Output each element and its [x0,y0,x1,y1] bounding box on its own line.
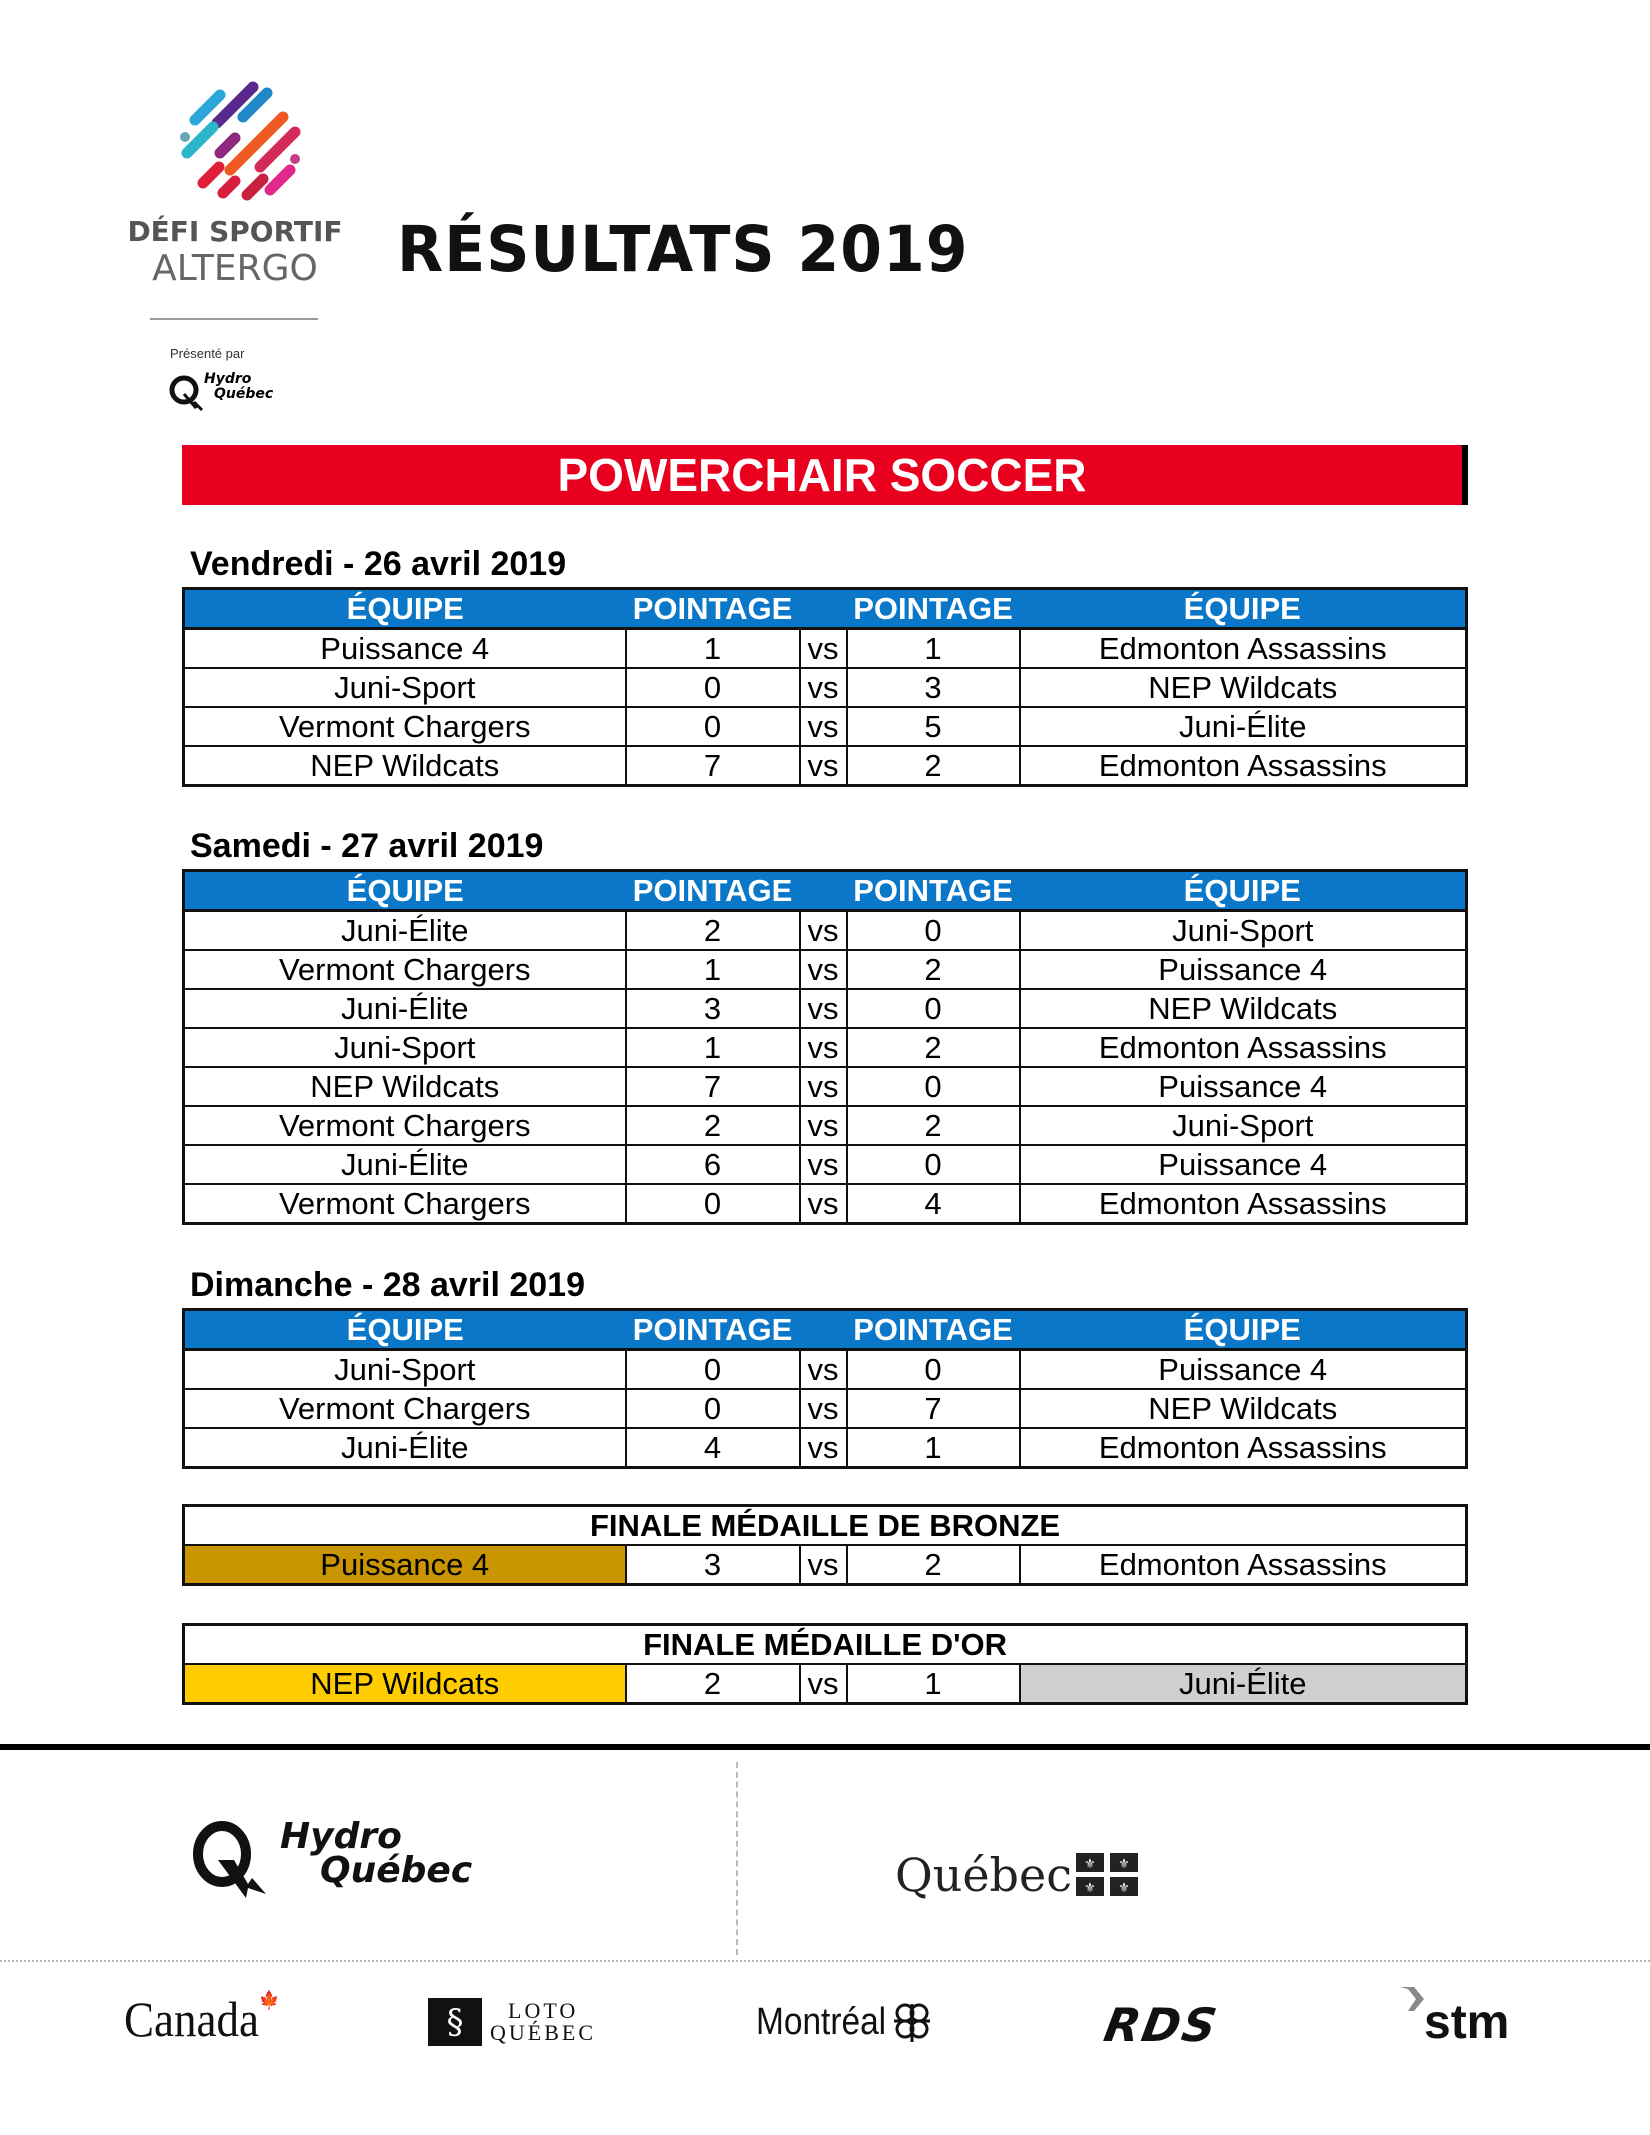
team2-cell: Juni-Sport [1020,911,1467,951]
team2-cell: Edmonton Assassins [1020,746,1467,786]
results-table-sunday [182,1308,1468,1469]
score1-cell: 0 [626,1184,800,1224]
final-match-row [184,1664,1467,1704]
team2-cell: Juni-Sport [1020,1106,1467,1145]
svg-text:⚜: ⚜ [1118,1880,1130,1895]
logo-divider [150,318,318,320]
hydro-quebec-small-logo [168,370,298,415]
final-title: FINALE MÉDAILLE DE BRONZE [184,1506,1467,1546]
defi-sportif-logo-icon [165,75,305,205]
match-row [184,1389,1467,1428]
partner-canada [124,1990,279,2048]
loto-quebec-icon: § [428,1998,482,2046]
canada-label: Canada [124,1991,259,2047]
footer-horizontal-divider [0,1960,1650,1962]
svg-text:⚜: ⚜ [1118,1856,1130,1871]
col-header-team2: ÉQUIPE [1020,589,1467,629]
match-row [184,989,1467,1028]
team2-cell: NEP Wildcats [1020,668,1467,707]
quebec-label: Québec [895,1848,1072,1902]
team1-cell: Vermont Chargers [184,1106,626,1145]
score2-cell: 0 [847,1067,1020,1106]
score2-cell: 0 [847,1350,1020,1390]
team2-cell: Edmonton Assassins [1020,1184,1467,1224]
table-header-row [184,589,1467,629]
table-header-row [184,1310,1467,1350]
score2-cell: 2 [847,1106,1020,1145]
match-row [184,1350,1467,1390]
team2-cell: NEP Wildcats [1020,1389,1467,1428]
col-header-score1: POINTAGE [626,1310,800,1350]
team2-cell: Puissance 4 [1020,1067,1467,1106]
final-match-row [184,1545,1467,1585]
score1-cell: 7 [626,1067,800,1106]
loto-line1: LOTO [508,1998,579,2023]
vs-cell: vs [800,1028,847,1067]
presenter-line2: Québec [214,386,274,402]
logo-title-line1: DÉFI SPORTIF [127,215,343,248]
col-header-vs-spacer [800,871,847,911]
team2-cell: NEP Wildcats [1020,989,1467,1028]
match-row [184,746,1467,786]
score2-cell: 5 [847,707,1020,746]
day-heading-friday: Vendredi - 26 avril 2019 [190,545,567,583]
score1-cell: 0 [626,707,800,746]
final-team1-cell: Puissance 4 [184,1545,626,1585]
team1-cell: Juni-Sport [184,1350,626,1390]
hydro-quebec-q-icon [190,1818,270,1902]
team2-cell: Edmonton Assassins [1020,1028,1467,1067]
score1-cell: 4 [626,1428,800,1468]
score2-cell: 0 [847,989,1020,1028]
final-title-row [184,1625,1467,1665]
team2-cell: Edmonton Assassins [1020,629,1467,669]
match-row [184,1106,1467,1145]
final-score1-cell: 3 [626,1545,800,1585]
day-heading-sunday: Dimanche - 28 avril 2019 [190,1266,586,1304]
vs-cell: vs [800,629,847,669]
team1-cell: NEP Wildcats [184,746,626,786]
team1-cell: Juni-Sport [184,1028,626,1067]
team1-cell: Juni-Élite [184,989,626,1028]
vs-cell: vs [800,1428,847,1468]
svg-text:⚜: ⚜ [1084,1856,1096,1871]
vs-cell: vs [800,911,847,951]
vs-cell: vs [800,1664,847,1704]
col-header-score2: POINTAGE [847,871,1020,911]
vs-cell: vs [800,1067,847,1106]
score1-cell: 2 [626,1106,800,1145]
score1-cell: 1 [626,950,800,989]
team1-cell: Juni-Élite [184,911,626,951]
match-row [184,911,1467,951]
montreal-rosette-icon [890,2000,934,2044]
page-title: RÉSULTATS 2019 [397,213,969,287]
col-header-team1: ÉQUIPE [184,589,626,629]
col-header-score2: POINTAGE [847,589,1020,629]
sponsor-quebec [895,1845,1140,1905]
score1-cell: 6 [626,1145,800,1184]
presenter-line1: Hydro [204,371,252,387]
team1-cell: Vermont Chargers [184,707,626,746]
col-header-team1: ÉQUIPE [184,871,626,911]
col-header-score2: POINTAGE [847,1310,1020,1350]
score1-cell: 0 [626,668,800,707]
vs-cell: vs [800,989,847,1028]
team1-cell: Vermont Chargers [184,1389,626,1428]
score2-cell: 2 [847,746,1020,786]
team1-cell: NEP Wildcats [184,1067,626,1106]
score1-cell: 0 [626,1389,800,1428]
score2-cell: 1 [847,629,1020,669]
col-header-team1: ÉQUIPE [184,1310,626,1350]
team1-cell: Juni-Sport [184,668,626,707]
hydro-quebec-q-icon [168,372,206,414]
score2-cell: 0 [847,911,1020,951]
results-table-saturday [182,869,1468,1225]
gold-final-table [182,1623,1468,1705]
score1-cell: 3 [626,989,800,1028]
match-row [184,1145,1467,1184]
score2-cell: 4 [847,1184,1020,1224]
col-header-vs-spacer [800,589,847,629]
final-score2-cell: 1 [847,1664,1020,1704]
quebec-flag-icon [1076,1853,1140,1897]
match-row [184,1028,1467,1067]
team2-cell: Edmonton Assassins [1020,1428,1467,1468]
vs-cell: vs [800,746,847,786]
results-table-friday [182,587,1468,787]
montreal-label: Montréal [756,2000,887,2043]
team2-cell: Puissance 4 [1020,1145,1467,1184]
score1-cell: 0 [626,1350,800,1390]
final-title: FINALE MÉDAILLE D'OR [184,1625,1467,1665]
final-team2-cell: Juni-Élite [1020,1664,1467,1704]
team1-cell: Puissance 4 [184,629,626,669]
vs-cell: vs [800,668,847,707]
partner-montreal [756,2000,934,2044]
day-heading-saturday: Samedi - 27 avril 2019 [190,827,544,865]
bronze-final-table [182,1504,1468,1586]
score2-cell: 7 [847,1389,1020,1428]
team2-cell: Puissance 4 [1020,1350,1467,1390]
match-row [184,668,1467,707]
hydro-quebec-line1: Hydro [280,1816,402,1857]
svg-text:⚜: ⚜ [1084,1880,1096,1895]
score2-cell: 3 [847,668,1020,707]
col-header-team2: ÉQUIPE [1020,871,1467,911]
team2-cell: Puissance 4 [1020,950,1467,989]
vs-cell: vs [800,707,847,746]
score2-cell: 2 [847,1028,1020,1067]
vs-cell: vs [800,1145,847,1184]
score1-cell: 2 [626,911,800,951]
match-row [184,707,1467,746]
score2-cell: 0 [847,1145,1020,1184]
match-row [184,1184,1467,1224]
sport-banner [182,445,1468,505]
vs-cell: vs [800,950,847,989]
match-row [184,629,1467,669]
canada-flag-icon: 🍁 [258,1990,280,2010]
team1-cell: Vermont Chargers [184,1184,626,1224]
final-team2-cell: Edmonton Assassins [1020,1545,1467,1585]
team1-cell: Juni-Élite [184,1145,626,1184]
score2-cell: 2 [847,950,1020,989]
vs-cell: vs [800,1184,847,1224]
score1-cell: 1 [626,1028,800,1067]
col-header-score1: POINTAGE [626,871,800,911]
hydro-quebec-line2: Québec [320,1850,473,1891]
match-row [184,950,1467,989]
vs-cell: vs [800,1106,847,1145]
partner-loto-quebec [428,1998,596,2046]
sponsor-hydro-quebec [190,1818,490,1898]
score1-cell: 1 [626,629,800,669]
loto-line2: QUÉBEC [490,2020,596,2045]
col-header-team2: ÉQUIPE [1020,1310,1467,1350]
sport-title: POWERCHAIR SOCCER [557,449,1087,501]
final-title-row [184,1506,1467,1546]
match-row [184,1067,1467,1106]
partner-rds: RDS [1100,1998,1223,2052]
col-header-vs-spacer [800,1310,847,1350]
match-row [184,1428,1467,1468]
team1-cell: Juni-Élite [184,1428,626,1468]
final-team1-cell: NEP Wildcats [184,1664,626,1704]
team2-cell: Juni-Élite [1020,707,1467,746]
table-header-row [184,871,1467,911]
vs-cell: vs [800,1350,847,1390]
logo-title-line2: ALTERGO [152,248,318,289]
presented-by-label: Présenté par [170,346,245,361]
score2-cell: 1 [847,1428,1020,1468]
stm-label: stm [1424,1996,1510,2049]
final-score1-cell: 2 [626,1664,800,1704]
col-header-score1: POINTAGE [626,589,800,629]
vs-cell: vs [800,1389,847,1428]
score1-cell: 7 [626,746,800,786]
footer-vertical-divider [736,1762,738,1955]
footer-divider [0,1744,1650,1750]
vs-cell: vs [800,1545,847,1585]
team1-cell: Vermont Chargers [184,950,626,989]
final-score2-cell: 2 [847,1545,1020,1585]
